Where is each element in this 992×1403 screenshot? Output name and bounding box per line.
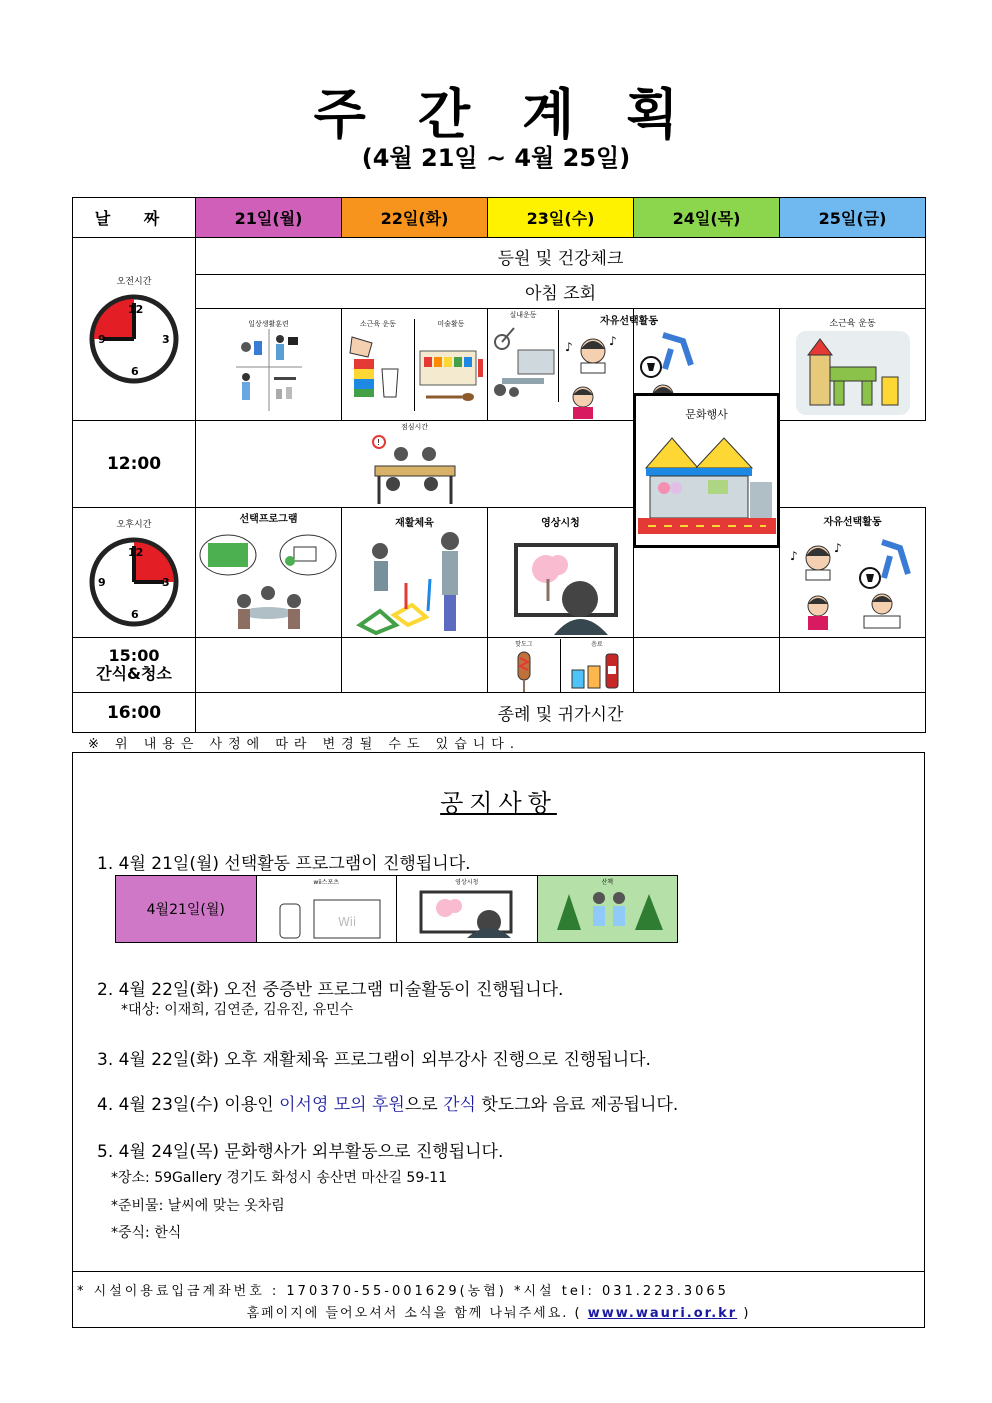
arrival-row: 등원 및 건강체크 — [196, 238, 926, 275]
item5-place: *장소: 59Gallery 경기도 화성시 송산면 마산길 59-11 — [111, 1170, 448, 1186]
svg-text:!: ! — [376, 438, 380, 447]
schedule-table — [72, 197, 926, 733]
tue-snack-cell — [342, 638, 488, 693]
morning-label: 오전시간 — [116, 276, 152, 287]
block-castle-icon — [794, 329, 912, 417]
wed-morning-cell — [488, 309, 658, 421]
item4-part-a: 4. 4월 23일(수) 이용인 — [97, 1095, 280, 1115]
svg-text:12: 12 — [128, 546, 144, 559]
homepage-text: 홈페이지에 들어오셔서 소식을 함께 나눠주세요. ( — [246, 1306, 588, 1321]
stacking-cups-icon — [346, 329, 410, 411]
walk-cell — [538, 876, 678, 942]
free-choice-icon-fri — [788, 528, 918, 634]
clock-9-12-icon — [88, 293, 180, 385]
indoor-exercise-label: 실내운동 — [509, 311, 537, 319]
svg-text:9: 9 — [98, 332, 106, 346]
lunch-cell — [196, 421, 634, 508]
clock-12-3-icon — [88, 536, 180, 628]
mon-snack-cell — [196, 638, 342, 693]
date-header: 날 짜 — [73, 198, 196, 238]
morning-time-cell — [73, 238, 196, 421]
fri-snack-cell — [780, 638, 926, 693]
notice-item-3: 3. 4월 22일(화) 오후 재활체육 프로그램이 외부강사 진행으로 진행됩니다. — [97, 1050, 651, 1070]
hotdog-label: 핫도그 — [515, 640, 533, 648]
homepage-link[interactable]: www.wauri.or.kr — [587, 1306, 738, 1321]
change-notice: ※ 위 내용은 사정에 따라 변경될 수도 있습니다. — [88, 737, 520, 752]
day-wed: 23일(수) — [488, 198, 634, 238]
snack-label: 간식&청소 — [96, 664, 172, 683]
homepage-close: ) — [737, 1306, 751, 1321]
video-cell — [397, 876, 538, 942]
svg-text:6: 6 — [131, 608, 139, 621]
svg-text:3: 3 — [162, 576, 170, 589]
end-time: 16:00 — [73, 693, 196, 733]
svg-text:9: 9 — [98, 576, 106, 589]
item4-snack: 간식 — [443, 1095, 476, 1115]
walk-label: 산책 — [601, 879, 614, 886]
svg-text:6: 6 — [131, 364, 139, 378]
video-label: 영상시청 — [455, 879, 479, 886]
account-info: * 시설이용료입금계좌번호 : 170370-55-001629(농협) *시설 tel: 031.223.3065 — [77, 1284, 729, 1299]
svg-text:♪: ♪ — [789, 549, 798, 563]
fine-motor-label-fri: 소근육 운동 — [829, 319, 876, 329]
daily-living-label: 일상생활훈련 — [248, 319, 289, 328]
noon-time: 12:00 — [73, 421, 196, 508]
notice-item-1: 1. 4월 21일(월) 선택활동 프로그램이 진행됩니다. — [97, 854, 471, 874]
item4-part-e: 핫도그와 음료 제공됩니다. — [475, 1095, 679, 1115]
snack-time-cell — [73, 638, 196, 693]
rehab-pe-label: 재활체육 — [395, 518, 434, 529]
rehab-exercise-icon — [350, 529, 480, 635]
fine-motor-label: 소근육 운동 — [359, 319, 396, 328]
paint-palette-icon — [416, 329, 486, 411]
item5-lunch: *중식: 한식 — [111, 1225, 182, 1241]
snack-time: 15:00 — [108, 646, 160, 665]
video-watching-icon — [496, 529, 626, 635]
assembly-row: 아침 조회 — [196, 275, 926, 309]
svg-text:♪: ♪ — [609, 334, 617, 348]
free-choice-label-am: 자유선택활동 — [600, 316, 658, 327]
group-discussion-icon — [198, 525, 340, 637]
day-thu: 24일(목) — [634, 198, 780, 238]
drinks-icon — [566, 648, 628, 692]
fri-morning-cell — [780, 309, 926, 421]
festival-booth-icon — [638, 432, 776, 538]
hotdog-icon — [504, 648, 544, 692]
item4-sponsor: 이서영 모의 후원 — [279, 1095, 405, 1115]
svg-text:12: 12 — [128, 302, 144, 316]
video-watch-label: 영상시청 — [541, 518, 580, 529]
culture-event-box — [633, 393, 780, 548]
notice-item-5: 5. 4월 24일(목) 문화행사가 외부활동으로 진행됩니다. — [97, 1142, 504, 1162]
wii-sports-cell — [257, 876, 398, 942]
tue-pm-cell — [342, 508, 488, 638]
item4-part-c: 으로 — [404, 1095, 444, 1115]
day-fri: 25일(금) — [780, 198, 926, 238]
lunch-table-icon — [365, 432, 465, 506]
mon-morning-cell — [196, 309, 342, 421]
drink-label: 음료 — [591, 640, 603, 648]
wed-snack-cell — [488, 638, 634, 693]
lunch-label: 점심시간 — [400, 423, 429, 431]
culture-event-label: 문화행사 — [685, 408, 728, 421]
date-range: (4월 21일 ~ 4월 25일) — [361, 144, 631, 172]
video-watching-icon-2 — [407, 880, 527, 938]
art-activity-label: 미술활동 — [437, 319, 465, 328]
select-program-label: 선택프로그램 — [239, 514, 298, 525]
homepage-info — [73, 1302, 924, 1321]
item5-prep: *준비물: 날씨에 맞는 옷차림 — [111, 1198, 285, 1214]
afternoon-label: 오후시간 — [116, 520, 152, 530]
item1-picture-row — [115, 875, 678, 943]
walking-icon — [547, 880, 667, 938]
notice-title: 공지사항 — [440, 789, 557, 817]
tue-morning-cell — [342, 309, 488, 421]
footer — [73, 1271, 924, 1327]
daily-living-icon — [236, 329, 302, 411]
wed-pm-cell — [488, 508, 634, 638]
svg-text:♪: ♪ — [833, 541, 842, 555]
item1-date: 4월21일(월) — [146, 902, 225, 918]
day-mon: 21일(월) — [196, 198, 342, 238]
free-choice-label-pm: 자유선택활동 — [823, 517, 882, 528]
notice-item-2: 2. 4월 22일(화) 오전 중증반 프로그램 미술활동이 진행됩니다. — [97, 980, 564, 1000]
thu-snack-cell — [634, 638, 780, 693]
fri-pm-cell — [780, 508, 926, 638]
exercise-bike-icon — [488, 320, 558, 402]
notice-box — [72, 752, 925, 1328]
notice-item-4 — [97, 1090, 678, 1115]
wii-console-icon — [266, 880, 386, 938]
dismiss-row: 종례 및 귀가시간 — [196, 693, 926, 733]
svg-text:Wii: Wii — [338, 915, 357, 929]
item2-target: *대상: 이재희, 김연준, 김유진, 유민수 — [121, 1002, 354, 1018]
day-tue: 22일(화) — [342, 198, 488, 238]
svg-text:♪: ♪ — [565, 340, 573, 354]
item1-date-cell — [116, 876, 257, 942]
wii-sports-label: wii스포츠 — [313, 879, 340, 886]
svg-text:3: 3 — [162, 332, 170, 346]
page-title: 주간계획 — [313, 83, 731, 146]
afternoon-time-cell — [73, 508, 196, 638]
mon-pm-cell — [196, 508, 342, 638]
